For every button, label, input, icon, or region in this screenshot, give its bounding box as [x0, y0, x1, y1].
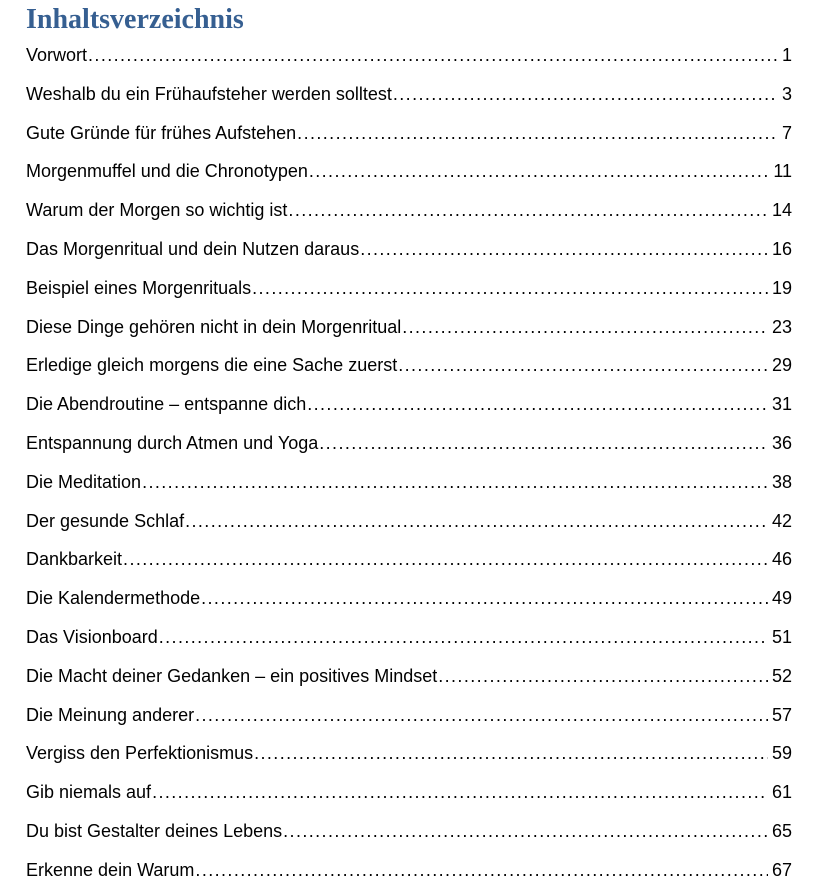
toc-entry[interactable]	[26, 385, 792, 424]
toc-entry[interactable]	[26, 812, 792, 851]
toc-entry-page: 57	[771, 704, 792, 725]
dot-leader	[88, 36, 778, 75]
dot-leader	[195, 851, 768, 890]
toc-entry-label: Vergiss den Perfektionismus	[26, 743, 254, 764]
dot-leader	[185, 502, 768, 541]
toc-entry-label: Das Morgenritual und dein Nutzen daraus	[26, 238, 360, 259]
toc-entry[interactable]	[26, 114, 792, 153]
toc-entry-page: 52	[771, 665, 792, 686]
toc-entry[interactable]	[26, 657, 792, 696]
dot-leader	[297, 114, 778, 153]
toc-entry-label: Morgenmuffel und die Chronotypen	[26, 161, 308, 182]
dot-leader	[288, 191, 768, 230]
toc-list	[26, 36, 792, 890]
toc-entry-label: Erledige gleich morgens die eine Sache zuerst	[26, 355, 398, 376]
dot-leader	[438, 657, 768, 696]
toc-entry[interactable]	[26, 191, 792, 230]
toc-entry-label: Du bist Gestalter deines Lebens	[26, 820, 283, 841]
toc-entry-label: Beispiel eines Morgenrituals	[26, 277, 252, 298]
toc-entry-page: 65	[771, 820, 792, 841]
toc-entry-label: Vorwort	[26, 45, 88, 65]
toc-entry[interactable]	[26, 308, 792, 347]
toc-entry-page: 1	[781, 45, 792, 65]
toc-entry[interactable]	[26, 696, 792, 735]
toc-entry-label: Diese Dinge gehören nicht in dein Morgenritual	[26, 316, 402, 337]
toc-entry-page: 14	[771, 200, 792, 221]
toc-entry-page: 19	[771, 277, 792, 298]
dot-leader	[283, 812, 768, 851]
toc-entry-label: Das Visionboard	[26, 626, 158, 647]
toc-entry[interactable]	[26, 851, 792, 890]
toc-entry-page: 61	[771, 782, 792, 803]
dot-leader	[254, 734, 768, 773]
toc-entry-page: 51	[771, 626, 792, 647]
toc-entry-page: 11	[773, 161, 792, 182]
toc-entry-page: 29	[771, 355, 792, 376]
dot-leader	[309, 152, 769, 191]
dot-leader	[159, 618, 768, 657]
toc-entry-label: Gib niemals auf	[26, 782, 152, 803]
toc-entry-label: Erkenne dein Warum	[26, 859, 195, 880]
toc-entry-page: 3	[781, 83, 792, 104]
toc-entry[interactable]	[26, 75, 792, 114]
toc-entry-page: 16	[771, 238, 792, 259]
toc-entry-label: Die Kalendermethode	[26, 588, 201, 609]
dot-leader	[201, 579, 768, 618]
toc-entry[interactable]	[26, 269, 792, 308]
toc-entry[interactable]	[26, 424, 792, 463]
toc-entry-page: 49	[771, 588, 792, 609]
toc-entry-label: Gute Gründe für frühes Aufstehen	[26, 122, 297, 143]
toc-entry[interactable]	[26, 346, 792, 385]
toc-entry-label: Die Meditation	[26, 471, 142, 492]
toc-entry[interactable]	[26, 579, 792, 618]
toc-entry-label: Die Meinung anderer	[26, 704, 195, 725]
toc-entry-label: Entspannung durch Atmen und Yoga	[26, 432, 319, 453]
toc-entry-page: 67	[771, 859, 792, 880]
dot-leader	[307, 385, 768, 424]
dot-leader	[195, 696, 768, 735]
toc-entry-page: 7	[781, 122, 792, 143]
toc-entry-label: Weshalb du ein Frühaufsteher werden solltest	[26, 83, 392, 104]
dot-leader	[319, 424, 768, 463]
dot-leader	[360, 230, 768, 269]
toc-entry-label: Dankbarkeit	[26, 549, 123, 570]
toc-entry-page: 42	[771, 510, 792, 531]
dot-leader	[252, 269, 768, 308]
toc-entry-page: 36	[771, 432, 792, 453]
toc-entry[interactable]	[26, 734, 792, 773]
dot-leader	[398, 346, 768, 385]
dot-leader	[393, 75, 778, 114]
dot-leader	[402, 308, 768, 347]
toc-entry[interactable]	[26, 463, 792, 502]
toc-entry-page: 59	[771, 743, 792, 764]
toc-entry-page: 38	[771, 471, 792, 492]
toc-entry[interactable]	[26, 152, 792, 191]
toc-title: Inhaltsverzeichnis	[26, 4, 244, 35]
toc-entry[interactable]	[26, 36, 792, 75]
toc-entry[interactable]	[26, 502, 792, 541]
toc-entry-page: 23	[771, 316, 792, 337]
toc-entry[interactable]	[26, 773, 792, 812]
toc-entry-label: Die Abendroutine – entspanne dich	[26, 394, 307, 415]
toc-entry[interactable]	[26, 230, 792, 269]
toc-entry-label: Der gesunde Schlaf	[26, 510, 185, 531]
toc-entry-label: Die Macht deiner Gedanken – ein positives Mindset	[26, 665, 438, 686]
toc-entry[interactable]	[26, 540, 792, 579]
toc-entry[interactable]	[26, 618, 792, 657]
toc-entry-label: Warum der Morgen so wichtig ist	[26, 200, 288, 221]
toc-entry-page: 31	[771, 394, 792, 415]
dot-leader	[142, 463, 768, 502]
dot-leader	[152, 773, 768, 812]
dot-leader	[123, 540, 768, 579]
toc-entry-page: 46	[771, 549, 792, 570]
